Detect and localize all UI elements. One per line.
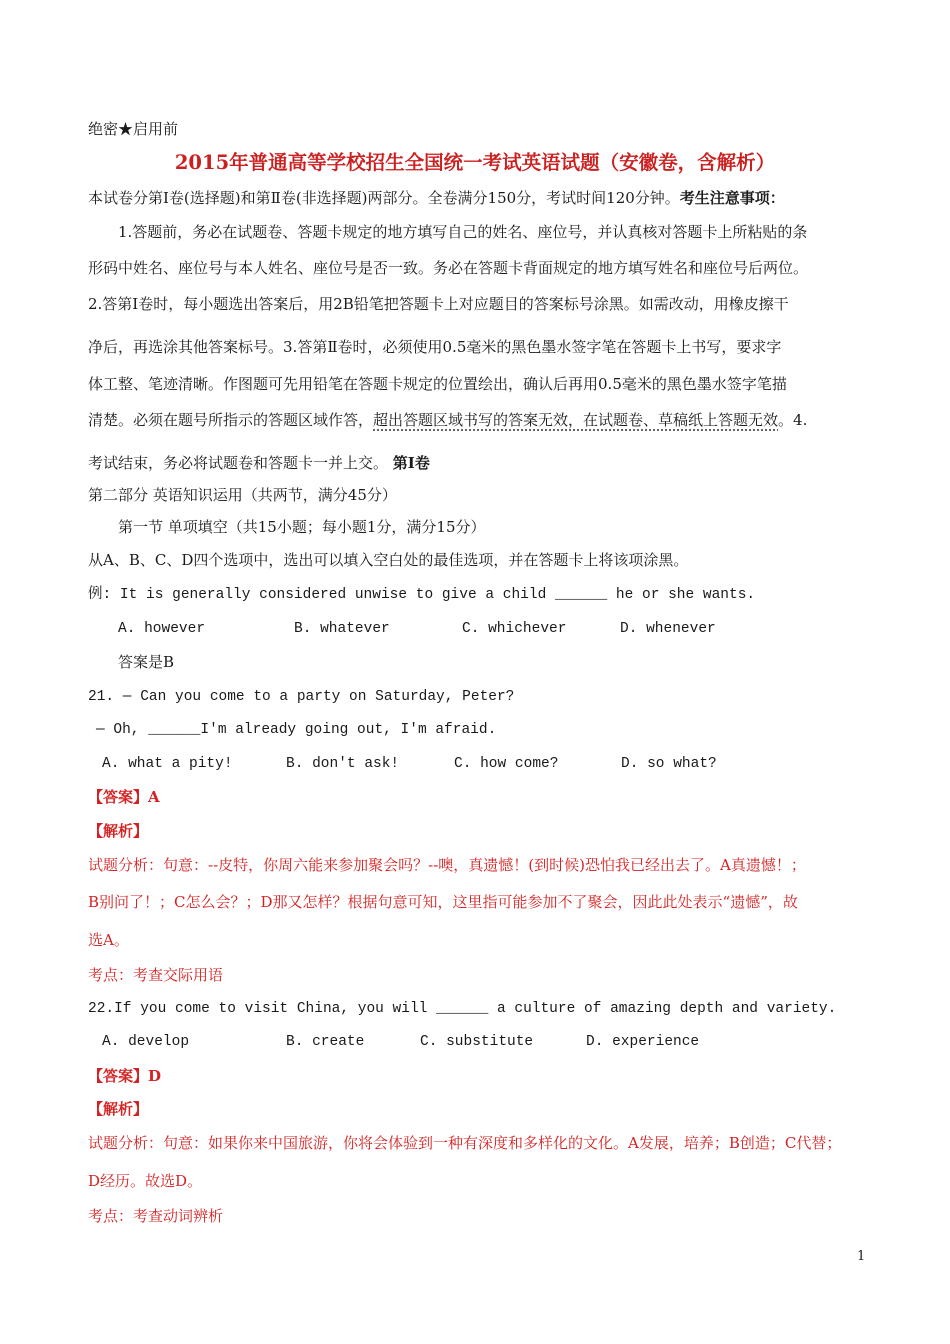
q21-analysis-3: 选A。: [88, 931, 129, 949]
q22-option-c: C. substitute: [420, 1034, 534, 1050]
q21-option-c: C. how come?: [454, 756, 559, 772]
emphasis-dotted-text: 超出答题区域书写的答案无效，在试题卷、草稿纸上答题无效: [373, 411, 779, 429]
instruction-line-5: 体工整、笔迹清晰。作图题可先用铅笔在答题卡规定的位置绘出，确认后再用0.5毫米的黑色墨水签字笔描: [88, 375, 787, 393]
q21-line-1: 21. — Can you come to a party on Saturday, Peter?: [88, 689, 515, 705]
q22-option-a: A. develop: [102, 1034, 190, 1050]
confidential-label: 绝密★启用前: [88, 120, 179, 138]
q21-analysis-2: B别问了！；C怎么会？；D那又怎样？根据句意可知，这里指可能参加不了聚会，因此此处表示“遗憾”，故: [88, 893, 798, 911]
q21-option-b: B. don't ask!: [286, 756, 400, 772]
q21-point: 考点：考查交际用语: [88, 966, 224, 984]
instruction-line-4: 净后，再选涂其他答案标号。3.答第Ⅱ卷时，必须使用0.5毫米的黑色墨水签字笔在答题卡上书写，要求字: [88, 338, 782, 356]
instruction-line-1: 1.答题前，务必在试题卷、答题卡规定的地方填写自己的姓名、座位号，并认真核对答题卡上所粘贴的条: [118, 223, 808, 241]
notice-label: 考生注意事项：: [679, 189, 785, 207]
q22-option-b: B. create: [286, 1034, 365, 1050]
q21-option-d: D. so what?: [621, 756, 717, 772]
example-option-d: D. whenever: [620, 621, 716, 637]
q22-options: [102, 1031, 699, 1053]
section-direction: 从A、B、C、D四个选项中，选出可以填入空白处的最佳选项，并在答题卡上将该项涂黑。: [88, 551, 689, 569]
q22-analysis-1: 试题分析：句意：如果你来中国旅游，你将会体验到一种有深度和多样化的文化。A发展，培养；B创造；C代替；: [88, 1134, 842, 1152]
q22-analysis-2: D经历。故选D。: [88, 1172, 203, 1190]
instruction-line-7-text: 考试结束，务必将试题卷和答题卡一并上交。: [88, 454, 389, 472]
part1-label: 第Ⅰ卷: [392, 454, 430, 472]
q21-answer: 【答案】A: [88, 788, 160, 806]
instructions-intro: [88, 187, 785, 209]
instruction-line-6-a: 清楚。必须在题号所指示的答题区域作答，: [88, 411, 374, 429]
instruction-line-7: [88, 452, 430, 474]
instruction-line-2: 形码中姓名、座位号与本人姓名、座位号是否一致。务必在答题卡背面规定的地方填写姓名和座位号后两位。: [88, 259, 809, 277]
instruction-line-6-c: 。4.: [778, 411, 808, 429]
q21-analysis-1: 试题分析：句意：--皮特，你周六能来参加聚会吗？--噢，真遗憾！(到时候)恐怕我已经出去了。A真遗憾！；: [88, 856, 806, 874]
example-option-c: C. whichever: [462, 621, 567, 637]
q21-line-2: — Oh, ______I'm already going out, I'm afraid.: [96, 722, 497, 738]
example-option-a: A. however: [118, 621, 206, 637]
part2-heading: 第二部分 英语知识运用（共两节，满分45分）: [88, 486, 397, 504]
instruction-line-3: 2.答第Ⅰ卷时，每小题选出答案后，用2B铅笔把答题卡上对应题目的答案标号涂黑。如需改动，用橡皮擦干: [88, 295, 789, 313]
q21-options: [102, 753, 717, 775]
example-stem: 例: It is generally considered unwise to give a child ______ he or she wants.: [88, 587, 756, 603]
intro-text: 本试卷分第Ⅰ卷(选择题)和第Ⅱ卷(非选择题)两部分。全卷满分150分，考试时间120分钟。: [88, 189, 680, 207]
instruction-line-6: [88, 409, 807, 431]
page-title: 2015年普通高等学校招生全国统一考试英语试题（安徽卷，含解析）: [174, 151, 776, 174]
example-option-b: B. whatever: [294, 621, 390, 637]
q21-option-a: A. what a pity!: [102, 756, 233, 772]
page-number: 1: [857, 1249, 866, 1264]
q22-line-1: 22.If you come to visit China, you will ______ a culture of amazing depth and variety.: [88, 1001, 837, 1017]
q22-analysis-label: 【解析】: [88, 1100, 149, 1118]
example-answer: 答案是B: [118, 653, 175, 671]
example-options: [118, 618, 716, 640]
section1-heading: 第一节 单项填空（共15小题；每小题1分，满分15分）: [118, 518, 486, 536]
q22-answer: 【答案】D: [88, 1067, 162, 1085]
q22-option-d: D. experience: [586, 1034, 700, 1050]
q22-point: 考点：考查动词辨析: [88, 1207, 224, 1225]
q21-analysis-label: 【解析】: [88, 822, 149, 840]
